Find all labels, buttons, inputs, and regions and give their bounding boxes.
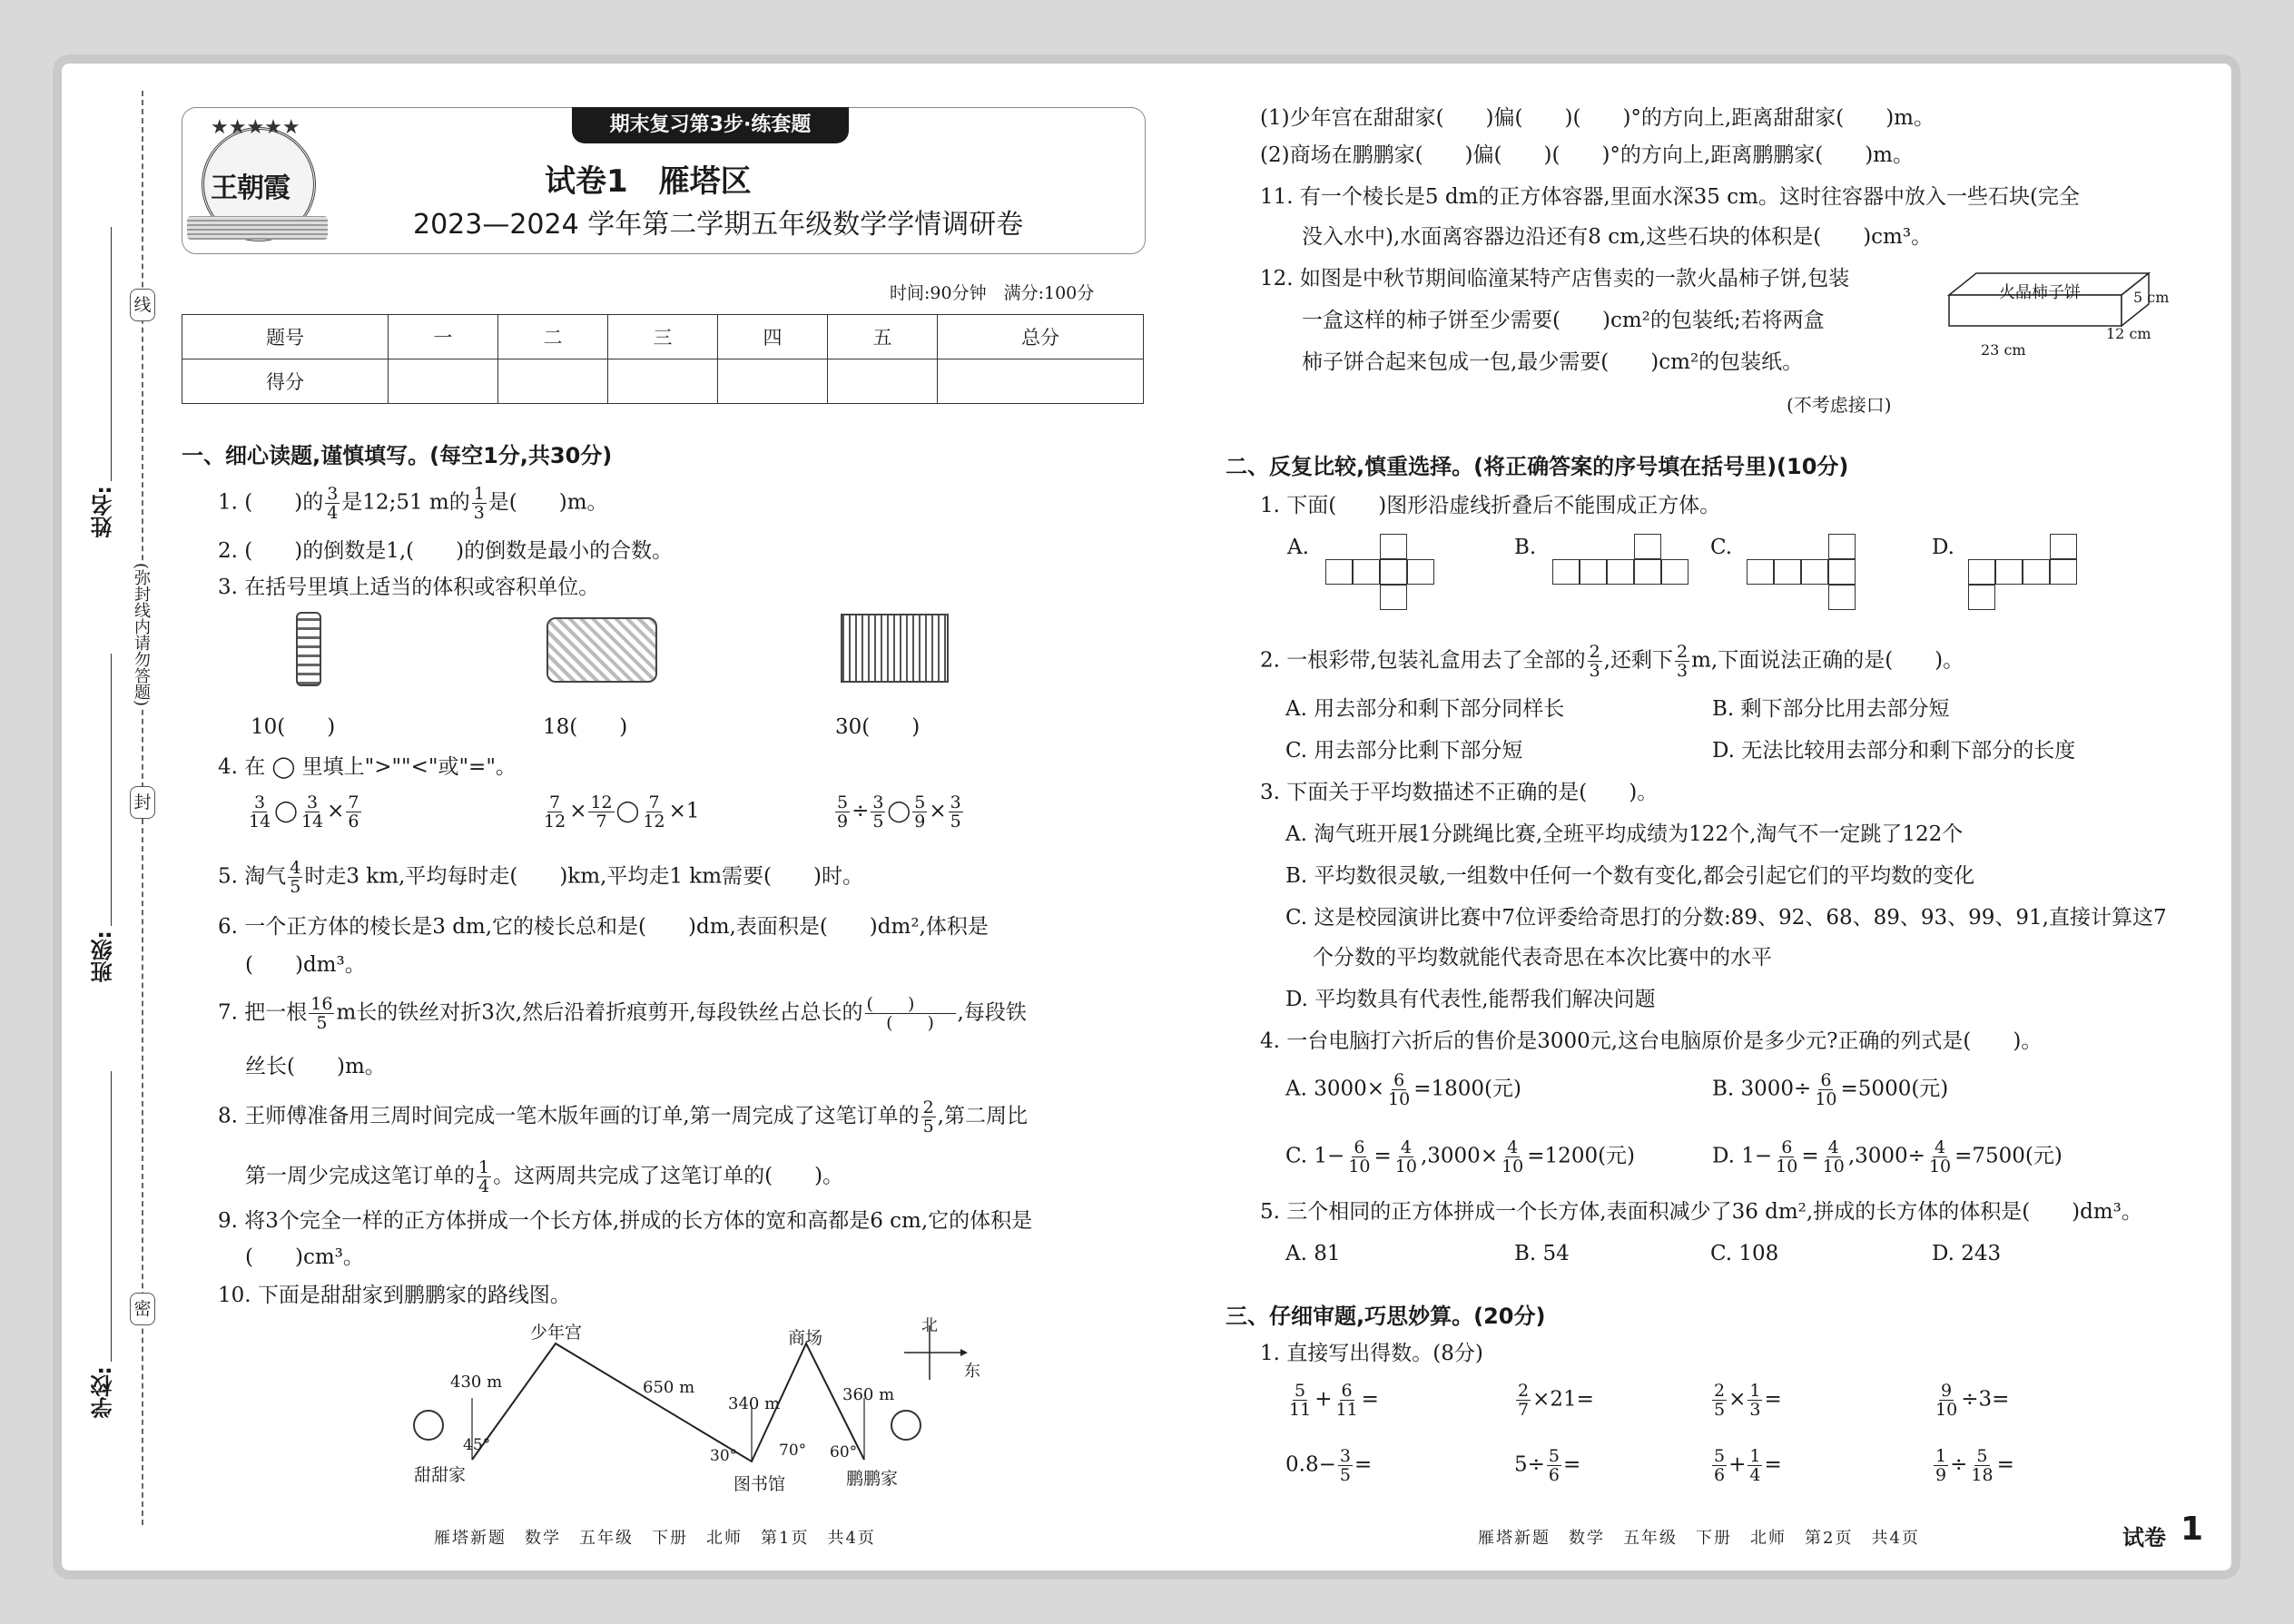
net-cell (1828, 559, 1856, 585)
calc-item[interactable]: 0.8− $\frac{3}{5}$ = (1285, 1446, 1373, 1485)
blank-volume[interactable]: 10( ) (251, 715, 336, 739)
question-2-5: 5. 三个相同的正方体拼成一个长方体,表面积减少了36 dm²,拼成的长方体的体积是( )dm³。 (1260, 1200, 2142, 1224)
map-home1: 甜甜家 (414, 1465, 467, 1485)
question-1-8: 8. 王师傅准备用三周时间完成一笔木版年画的订单,第一周完成了这笔订单的 $\frac{2}{5}$ ,第二周比 (218, 1097, 1028, 1137)
score-table (182, 314, 1144, 404)
score-header-cell: 四 (717, 315, 827, 359)
map-mall: 商场 (788, 1328, 823, 1348)
map-palace: 少年宫 (530, 1323, 583, 1343)
map-d3: 340 m (728, 1394, 781, 1413)
compare-item: $\frac{5}{9}$ ÷ $\frac{3}{5}$ ◯ $\frac{5}{9}$ × $\frac{3}{5}$ (837, 792, 961, 832)
box-width: 12 cm (2106, 325, 2151, 342)
net-cell (1380, 559, 1407, 585)
option-2-4-d[interactable]: D. 1− $\frac{6}{10}$ = $\frac{4}{10}$ ,3000÷ $\frac{4}{10}$ =7500(元) (1712, 1137, 2063, 1176)
question-1-1: 1. ( )的 $\frac{3}{4}$ 是12;51 m的 $\frac{1}{3}$ 是( )m。 (218, 484, 608, 523)
score-input-cell[interactable] (938, 359, 1144, 404)
net-option-a-label[interactable]: A. (1287, 536, 1309, 559)
map-home2: 鹏鹏家 (846, 1469, 899, 1489)
question-1-10-2: (2)商场在鹏鹏家( )偏( )( )°的方向上,距离鹏鹏家( )m。 (1260, 143, 1914, 167)
calc-item[interactable]: 5÷ $\frac{5}{6}$ = (1514, 1446, 1581, 1485)
question-1-6b: ( )dm³。 (245, 953, 366, 977)
logo-text: 王朝霞 (211, 172, 290, 204)
map-a3: 70° (779, 1442, 807, 1460)
score-input-cell[interactable] (497, 359, 607, 404)
kid-tiantian (414, 1411, 443, 1440)
box-length: 23 cm (1981, 341, 2026, 359)
question-1-4: 4. 在 ◯ 里填上">""<"或"="。 (218, 755, 517, 779)
class-field[interactable] (111, 654, 112, 926)
map-east: 东 (964, 1362, 980, 1381)
calc-item[interactable]: $\frac{5}{6}$ + $\frac{1}{4}$ = (1714, 1446, 1782, 1485)
paper-sheet (53, 54, 2240, 1580)
question-1-7: 7. 把一根 $\frac{16}{5}$ m长的铁丝对折3次,然后沿着折痕剪开,每段铁丝占总长的 $\frac{( )}{( )}$ ,每段铁 (218, 994, 1027, 1033)
score-header-cell: 二 (497, 315, 607, 359)
score-header-cell: 三 (607, 315, 717, 359)
net-cell (1353, 559, 1380, 585)
net-cell (1634, 559, 1661, 585)
paper-number: 1 (2181, 1511, 2204, 1548)
net-cell (1968, 559, 1995, 585)
map-north: 北 (921, 1316, 938, 1335)
score-header-cell: 一 (388, 315, 497, 359)
question-1-12b: 一盒这样的柿子饼至少需要( )cm²的包装纸;若将两盒 (1302, 309, 1825, 332)
school-label: 学校: (91, 1366, 116, 1419)
question-1-12c: 柿子饼合起来包成一包,最少需要( )cm²的包装纸。 (1302, 350, 1804, 374)
question-2-3: 3. 下面关于平均数描述不正确的是( )。 (1260, 781, 1659, 804)
question-1-2: 2. ( )的倒数是1,( )的倒数是最小的合数。 (218, 539, 674, 563)
score-input-cell[interactable] (388, 359, 497, 404)
binding-note: (弥封线内请勿答题) (127, 563, 154, 706)
question-2-2: 2. 一根彩带,包装礼盒用去了全部的 $\frac{2}{3}$ ,还剩下 $\frac{2}{3}$ m,下面说法正确的是( )。 (1260, 642, 1964, 681)
map-a2: 30° (710, 1447, 738, 1465)
net-cell (1968, 585, 1995, 610)
question-1-10: 10. 下面是甜甜家到鹏鹏家的路线图。 (218, 1284, 571, 1307)
net-cell (1552, 559, 1580, 585)
net-cell (1580, 559, 1607, 585)
calc-item[interactable]: $\frac{2}{5}$ × $\frac{1}{3}$ = (1714, 1381, 1782, 1420)
score-row-label: 得分 (182, 359, 389, 404)
box-label: 火晶柿子饼 (1999, 283, 2081, 302)
question-1-7b: 丝长( )m。 (245, 1055, 386, 1078)
logo-ribbon (187, 216, 328, 240)
question-1-12: 12. 如图是中秋节期间临潼某特产店售卖的一款火晶柿子饼,包装 (1260, 267, 1850, 290)
score-input-cell[interactable] (827, 359, 937, 404)
calc-item[interactable]: $\frac{2}{7}$ ×21= (1518, 1381, 1594, 1420)
footer-right: 雁塔新题 数学 五年级 下册 北师 第2页 共4页 (1478, 1529, 1920, 1548)
suitcase-image (546, 617, 657, 683)
header-banner: 期末复习第3步·练套题 (572, 107, 849, 143)
question-2-1: 1. 下面( )图形沿虚线折叠后不能围成正方体。 (1260, 494, 1721, 517)
net-cell (2023, 559, 2050, 585)
calc-item[interactable]: $\frac{9}{10}$ ÷3= (1935, 1381, 2010, 1420)
footer-left: 雁塔新题 数学 五年级 下册 北师 第1页 共4页 (434, 1529, 876, 1548)
exam-title: 试卷1 雁塔区 (545, 163, 752, 200)
option-2-3-c-cont: 个分数的平均数就能代表奇思在本次比赛中的水平 (1313, 946, 1772, 969)
route-map (390, 1307, 1026, 1516)
option-2-3-b[interactable]: B. 平均数很灵敏,一组数中任何一个数有变化,都会引起它们的平均数的变化 (1285, 864, 1975, 888)
question-1-5: 5. 淘气 $\frac{4}{5}$ 时走3 km,平均每时走( )km,平均走1 km需要( )时。 (218, 858, 864, 897)
net-cell (1828, 585, 1856, 610)
net-cell (1661, 559, 1689, 585)
class-label: 班级: (91, 930, 116, 983)
logo-stars: ★★★★★ (211, 116, 300, 139)
section-3-title: 三、仔细审题,巧思妙算。(20分) (1226, 1304, 1546, 1329)
score-header-cell: 五 (827, 315, 937, 359)
option-2-3-d[interactable]: D. 平均数具有代表性,能帮我们解决问题 (1285, 988, 1656, 1011)
calc-item[interactable]: $\frac{1}{9}$ ÷ $\frac{5}{18}$ = (1935, 1446, 2014, 1485)
map-a1: 45° (463, 1436, 491, 1454)
box-height: 5 cm (2133, 289, 2170, 306)
time-info: 时间:90分钟 满分:100分 (890, 283, 1095, 303)
section-2-title: 二、反复比较,慎重选择。(将正确答案的序号填在括号里)(10分) (1226, 454, 1849, 479)
blank-volume[interactable]: 18( ) (543, 715, 628, 739)
seal-line-char: 线 (130, 289, 155, 321)
map-d1: 430 m (450, 1373, 503, 1392)
map-library: 图书馆 (733, 1474, 786, 1494)
question-1-10-1: (1)少年宫在甜甜家( )偏( )( )°的方向上,距离甜甜家( )m。 (1260, 106, 1935, 130)
bottle-image (296, 612, 321, 686)
option-2-3-a[interactable]: A. 淘气班开展1分跳绳比赛,全班平均成绩为122个,淘气不一定跳了122个 (1285, 822, 1964, 846)
net-cell (1325, 559, 1353, 585)
net-cell (2050, 534, 2077, 559)
net-cell (1607, 559, 1634, 585)
net-cell (1995, 559, 2023, 585)
name-label: 姓名: (91, 486, 116, 538)
option-2-5-d[interactable]: D. 243 (1932, 1242, 2002, 1265)
seal-char: 封 (130, 786, 155, 819)
net-cell (1380, 534, 1407, 559)
name-field[interactable] (111, 227, 112, 481)
option-2-2-a[interactable]: A. 用去部分和剩下部分同样长 (1285, 697, 1565, 721)
exam-subtitle: 2023—2024 学年第二学期五年级数学学情调研卷 (413, 209, 1024, 241)
question-1-8b: 第一周少完成这笔订单的 $\frac{1}{4}$ 。这两周共完成了这笔订单的( )。 (245, 1157, 844, 1196)
option-2-5-b[interactable]: B. 54 (1514, 1242, 1570, 1265)
kid-pengpeng (891, 1411, 921, 1440)
option-2-2-c[interactable]: C. 用去部分比剩下部分短 (1285, 739, 1523, 763)
net-cell (1747, 559, 1774, 585)
score-header-cell: 题号 (182, 315, 389, 359)
question-3-1: 1. 直接写出得数。(8分) (1260, 1342, 1483, 1365)
seal2-char: 密 (130, 1293, 155, 1325)
net-cell (1774, 559, 1801, 585)
option-2-4-a[interactable]: A. 3000× $\frac{6}{10}$ =1800(元) (1285, 1070, 1521, 1109)
map-a4: 60° (830, 1443, 858, 1462)
option-2-5-c[interactable]: C. 108 (1710, 1242, 1779, 1265)
net-option-b-label[interactable]: B. (1514, 536, 1537, 559)
calc-item[interactable]: $\frac{5}{11}$ + $\frac{6}{11}$ = (1289, 1381, 1379, 1420)
question-1-3: 3. 在括号里填上适当的体积或容积单位。 (218, 576, 600, 599)
net-cell (1380, 585, 1407, 610)
net-cell (1634, 534, 1661, 559)
score-header-cell: 总分 (938, 315, 1144, 359)
question-1-6: 6. 一个正方体的棱长是3 dm,它的棱长总和是( )dm,表面积是( )dm²,体积是 (218, 915, 989, 939)
map-d2: 650 m (643, 1378, 695, 1397)
option-2-4-c[interactable]: C. 1− $\frac{6}{10}$ = $\frac{4}{10}$ ,3000× $\frac{4}{10}$ =1200(元) (1285, 1137, 1636, 1176)
net-cell (1828, 534, 1856, 559)
compare-item: $\frac{7}{12}$ × $\frac{12}{7}$ ◯ $\frac{7}{12}$ ×1 (544, 792, 700, 832)
question-1-12-note: (不考虑接口) (1787, 394, 1892, 416)
option-2-2-d[interactable]: D. 无法比较用去部分和剩下部分的长度 (1712, 739, 2076, 763)
net-option-d-label[interactable]: D. (1932, 536, 1954, 559)
map-d4: 360 m (842, 1385, 895, 1404)
score-input-cell[interactable] (717, 359, 827, 404)
compare-item: $\frac{3}{14}$ ◯ $\frac{3}{14}$ × $\frac{7}{6}$ (249, 792, 359, 832)
question-1-11: 11. 有一个棱长是5 dm的正方体容器,里面水深35 cm。这时往容器中放入一些石块(完全 (1260, 185, 2080, 209)
net-cell (2050, 559, 2077, 585)
container-image (841, 614, 949, 683)
question-1-9b: ( )cm³。 (245, 1245, 364, 1269)
option-2-3-c[interactable]: C. 这是校园演讲比赛中7位评委给奇思打的分数:89、92、68、89、93、99、91,直接计算这7 (1285, 906, 2167, 930)
option-2-4-b[interactable]: B. 3000÷ $\frac{6}{10}$ =5000(元) (1712, 1070, 1949, 1109)
question-2-4: 4. 一台电脑打六折后的售价是3000元,这台电脑原价是多少元?正确的列式是( )。 (1260, 1029, 2043, 1053)
blank-volume[interactable]: 30( ) (835, 715, 921, 739)
question-1-9: 9. 将3个完全一样的正方体拼成一个长方体,拼成的长方体的宽和高都是6 cm,它的体积是 (218, 1209, 1033, 1233)
option-2-2-b[interactable]: B. 剩下部分比用去部分短 (1712, 697, 1950, 721)
net-cell (1801, 559, 1828, 585)
net-option-c-label[interactable]: C. (1710, 536, 1733, 559)
section-1-title: 一、细心读题,谨慎填写。(每空1分,共30分) (182, 443, 613, 468)
net-cell (1407, 559, 1434, 585)
score-input-cell[interactable] (607, 359, 717, 404)
compass-arrow (960, 1349, 968, 1356)
paper-label: 试卷 (2122, 1525, 2166, 1550)
option-2-5-a[interactable]: A. 81 (1285, 1242, 1341, 1265)
school-field[interactable] (111, 1071, 112, 1362)
question-1-11b: 没入水中),水面离容器边沿还有8 cm,这些石块的体积是( )cm³。 (1302, 225, 1933, 249)
